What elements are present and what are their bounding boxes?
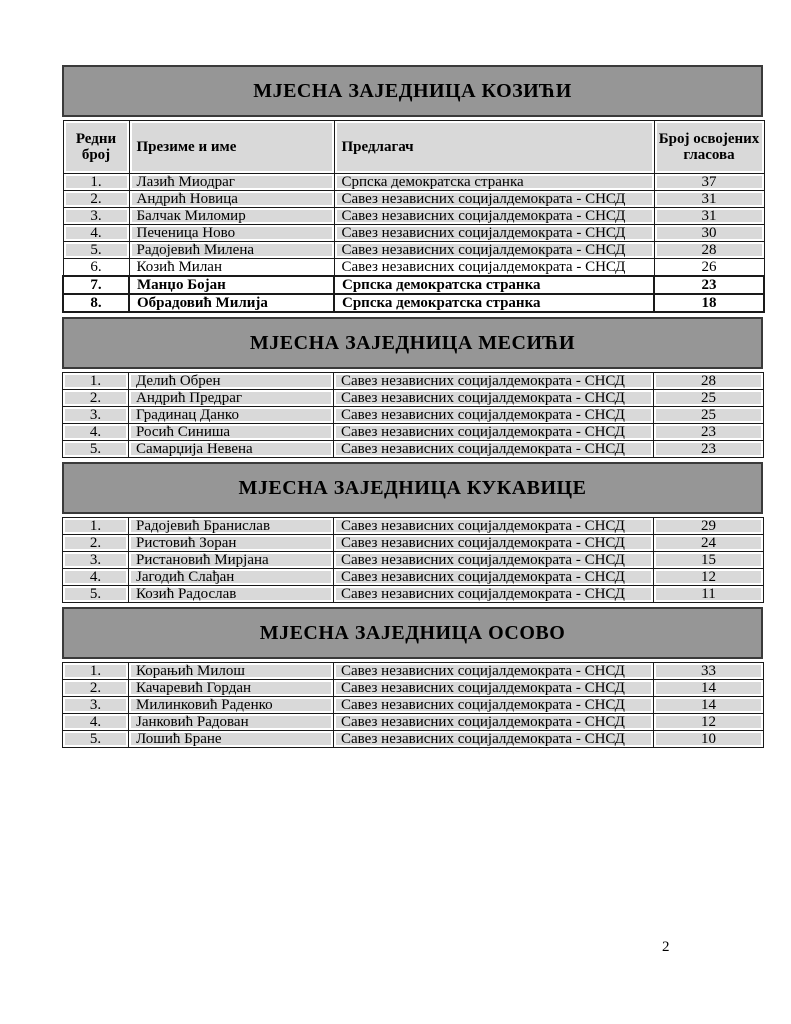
votes-cell: 23: [654, 424, 764, 441]
proposer-cell: Савез независних социјалдемократа - СНСД: [334, 242, 654, 259]
section-title-band: [62, 317, 763, 369]
candidate-name-cell: Лазић Миодраг: [129, 174, 334, 191]
proposer-cell: Савез независних социјалдемократа - СНСД: [334, 259, 654, 277]
candidate-name-cell: Печеница Ново: [129, 225, 334, 242]
table-row: [63, 586, 764, 603]
votes-cell: 23: [654, 441, 764, 458]
row-number-cell: 4.: [63, 225, 129, 242]
row-number-cell: 2.: [63, 191, 129, 208]
candidate-name-cell: Качаревић Гордан: [129, 680, 334, 697]
table-row: [63, 424, 764, 441]
table-row: [63, 191, 764, 208]
local-community-section: [62, 317, 763, 458]
table-row: [63, 680, 764, 697]
proposer-cell: Савез независних социјалдемократа - СНСД: [334, 424, 654, 441]
candidate-name-cell: Јанковић Радован: [129, 714, 334, 731]
proposer-cell: Савез независних социјалдемократа - СНСД: [334, 407, 654, 424]
table-row: [63, 276, 764, 294]
table-row: [63, 714, 764, 731]
table-row: [63, 663, 764, 680]
table-row: [63, 518, 764, 535]
proposer-cell: Савез независних социјалдемократа - СНСД: [334, 697, 654, 714]
proposer-cell: Савез независних социјалдемократа - СНСД: [334, 714, 654, 731]
election-results-content: [62, 65, 763, 752]
candidate-name-cell: Делић Обрен: [129, 373, 334, 390]
proposer-cell: Савез независних социјалдемократа - СНСД: [334, 518, 654, 535]
candidate-name-cell: Росић Синиша: [129, 424, 334, 441]
votes-cell: 12: [654, 569, 764, 586]
candidate-name-cell: Обрадовић Милија: [129, 294, 334, 312]
row-number-cell: 4.: [63, 424, 129, 441]
votes-cell: 11: [654, 586, 764, 603]
candidate-name-cell: Ристовић Зоран: [129, 535, 334, 552]
table-row: [63, 259, 764, 277]
proposer-cell: Српска демократска странка: [334, 174, 654, 191]
candidate-name-cell: Јагодић Слађан: [129, 569, 334, 586]
proposer-cell: Савез независних социјалдемократа - СНСД: [334, 208, 654, 225]
candidate-name-cell: Андрић Новица: [129, 191, 334, 208]
row-number-cell: 5.: [63, 731, 129, 748]
proposer-cell: Српска демократска странка: [334, 294, 654, 312]
section-title: МЈЕСНА ЗАЈЕДНИЦА МЕСИЋИ: [249, 331, 576, 354]
votes-cell: 25: [654, 407, 764, 424]
candidate-name-cell: Радојевић Бранислав: [129, 518, 334, 535]
candidate-name-cell: Лошић Бране: [129, 731, 334, 748]
votes-cell: 10: [654, 731, 764, 748]
column-header-ordinal: Редни број: [63, 121, 129, 174]
proposer-cell: Српска демократска странка: [334, 276, 654, 294]
votes-cell: 29: [654, 518, 764, 535]
proposer-cell: Савез независних социјалдемократа - СНСД: [334, 569, 654, 586]
row-number-cell: 2.: [63, 535, 129, 552]
votes-cell: 25: [654, 390, 764, 407]
local-community-section: [62, 462, 763, 603]
row-number-cell: 5.: [63, 242, 129, 259]
votes-cell: 24: [654, 535, 764, 552]
table-row: [63, 294, 764, 312]
votes-cell: 28: [654, 373, 764, 390]
row-number-cell: 5.: [63, 586, 129, 603]
table-row: [63, 697, 764, 714]
candidate-name-cell: Козић Радослав: [129, 586, 334, 603]
candidate-name-cell: Самарџија Невена: [129, 441, 334, 458]
row-number-cell: 1.: [63, 174, 129, 191]
row-number-cell: 8.: [63, 294, 129, 312]
candidate-name-cell: Андрић Предраг: [129, 390, 334, 407]
votes-cell: 31: [654, 191, 764, 208]
proposer-cell: Савез независних социјалдемократа - СНСД: [334, 663, 654, 680]
candidate-name-cell: Балчак Миломир: [129, 208, 334, 225]
section-title: МЈЕСНА ЗАЈЕДНИЦА КОЗИЋИ: [253, 79, 572, 102]
table-row: [63, 174, 764, 191]
candidate-name-cell: Ристановић Мирјана: [129, 552, 334, 569]
proposer-cell: Савез независних социјалдемократа - СНСД: [334, 731, 654, 748]
table-row: [63, 552, 764, 569]
column-header-votes: Број освојених гласова: [654, 121, 764, 174]
row-number-cell: 3.: [63, 407, 129, 424]
row-number-cell: 3.: [63, 208, 129, 225]
row-number-cell: 6.: [63, 259, 129, 277]
table-row: [63, 225, 764, 242]
candidate-name-cell: Козић Милан: [129, 259, 334, 277]
proposer-cell: Савез независних социјалдемократа - СНСД: [334, 390, 654, 407]
proposer-cell: Савез независних социјалдемократа - СНСД: [334, 225, 654, 242]
results-table: [62, 120, 765, 313]
local-community-section: [62, 607, 763, 748]
proposer-cell: Савез независних социјалдемократа - СНСД: [334, 191, 654, 208]
table-row: [63, 569, 764, 586]
candidate-name-cell: Градинац Данко: [129, 407, 334, 424]
section-title-band: [62, 607, 763, 659]
votes-cell: 18: [654, 294, 764, 312]
row-number-cell: 4.: [63, 569, 129, 586]
results-table: [62, 517, 764, 603]
section-title: МЈЕСНА ЗАЈЕДНИЦА ОСОВО: [259, 621, 566, 644]
table-row: [63, 242, 764, 259]
row-number-cell: 7.: [63, 276, 129, 294]
row-number-cell: 2.: [63, 390, 129, 407]
candidate-name-cell: Манџо Бојан: [129, 276, 334, 294]
votes-cell: 33: [654, 663, 764, 680]
votes-cell: 15: [654, 552, 764, 569]
page-number: 2: [662, 939, 670, 955]
row-number-cell: 3.: [63, 697, 129, 714]
column-header-name: Презиме и име: [129, 121, 334, 174]
row-number-cell: 1.: [63, 663, 129, 680]
local-community-section: [62, 65, 763, 313]
votes-cell: 23: [654, 276, 764, 294]
votes-cell: 37: [654, 174, 764, 191]
row-number-cell: 2.: [63, 680, 129, 697]
row-number-cell: 5.: [63, 441, 129, 458]
row-number-cell: 4.: [63, 714, 129, 731]
table-row: [63, 390, 764, 407]
votes-cell: 30: [654, 225, 764, 242]
row-number-cell: 1.: [63, 373, 129, 390]
candidate-name-cell: Радојевић Милена: [129, 242, 334, 259]
section-title-band: [62, 65, 763, 117]
section-title: МЈЕСНА ЗАЈЕДНИЦА КУКАВИЦЕ: [238, 476, 587, 499]
column-header-row: [63, 121, 764, 174]
results-table: [62, 662, 764, 748]
votes-cell: 28: [654, 242, 764, 259]
proposer-cell: Савез независних социјалдемократа - СНСД: [334, 552, 654, 569]
table-row: [63, 441, 764, 458]
proposer-cell: Савез независних социјалдемократа - СНСД: [334, 441, 654, 458]
candidate-name-cell: Корањић Милош: [129, 663, 334, 680]
row-number-cell: 1.: [63, 518, 129, 535]
proposer-cell: Савез независних социјалдемократа - СНСД: [334, 373, 654, 390]
votes-cell: 31: [654, 208, 764, 225]
proposer-cell: Савез независних социјалдемократа - СНСД: [334, 680, 654, 697]
table-row: [63, 731, 764, 748]
votes-cell: 14: [654, 680, 764, 697]
candidate-name-cell: Милинковић Раденко: [129, 697, 334, 714]
table-row: [63, 407, 764, 424]
votes-cell: 12: [654, 714, 764, 731]
table-row: [63, 373, 764, 390]
table-row: [63, 535, 764, 552]
column-header-proposer: Предлагач: [334, 121, 654, 174]
results-table: [62, 372, 764, 458]
votes-cell: 26: [654, 259, 764, 277]
section-title-band: [62, 462, 763, 514]
table-row: [63, 208, 764, 225]
row-number-cell: 3.: [63, 552, 129, 569]
proposer-cell: Савез независних социјалдемократа - СНСД: [334, 586, 654, 603]
proposer-cell: Савез независних социјалдемократа - СНСД: [334, 535, 654, 552]
votes-cell: 14: [654, 697, 764, 714]
